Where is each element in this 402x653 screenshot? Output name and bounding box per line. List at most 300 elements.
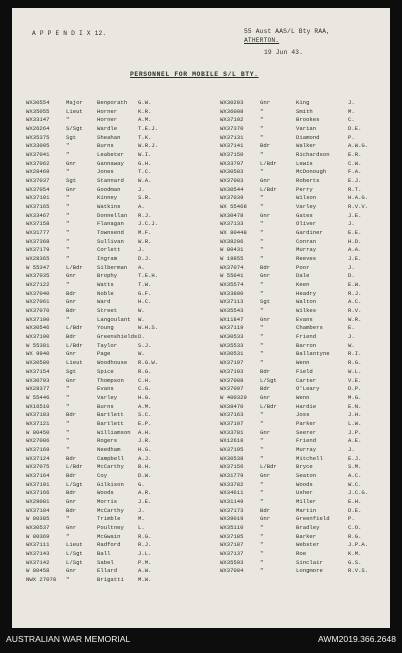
- initials: T.W.: [138, 281, 152, 289]
- surname: Ballantyne: [296, 350, 330, 358]
- rank: L/Bdr: [66, 263, 83, 271]
- initials: T.K.: [138, 133, 152, 141]
- surname: Goodman: [97, 185, 121, 193]
- surname: Radford: [97, 541, 121, 549]
- surname: Gates: [296, 211, 313, 219]
- surname: Kinney: [97, 194, 118, 202]
- service-number: WX31777: [26, 229, 50, 237]
- surname: Morris: [97, 497, 118, 505]
- rank: Gnr: [260, 177, 271, 185]
- rank: Gnr: [260, 471, 271, 479]
- service-number: W 19855: [220, 255, 244, 263]
- service-number: WX33147: [26, 116, 50, 124]
- rank: Sgt: [66, 133, 77, 141]
- initials: J.E.: [348, 255, 362, 263]
- rank: ": [260, 116, 264, 124]
- initials: A.W.G.: [348, 142, 369, 150]
- rank: ": [260, 558, 264, 566]
- service-number: WX37040: [26, 289, 50, 297]
- surname: Noble: [97, 289, 114, 297]
- initials: M.: [138, 515, 145, 523]
- rank: Gnr: [260, 515, 271, 523]
- initials: A.R.: [138, 489, 152, 497]
- service-number: WX35543: [220, 307, 244, 315]
- initials: R.J.: [348, 289, 362, 297]
- surname: Burns: [97, 142, 114, 150]
- service-number: WX37103: [220, 367, 244, 375]
- initials: W.A.: [138, 177, 152, 185]
- service-number: WX35055: [26, 107, 50, 115]
- surname: Field: [296, 367, 313, 375]
- service-number: WX37154: [26, 367, 50, 375]
- service-number: WX37166: [26, 489, 50, 497]
- rank: ": [66, 211, 70, 219]
- rank: L/Bdr: [66, 463, 83, 471]
- service-number: WX37100: [26, 315, 50, 323]
- surname: Longmore: [296, 567, 323, 575]
- service-number: WX37163: [220, 411, 244, 419]
- service-number: WX27061: [26, 298, 50, 306]
- unit-name: 55 Aust AAS/L Bty RAA,: [244, 28, 331, 35]
- service-number: WX37104: [26, 506, 50, 514]
- initials: J.: [348, 263, 355, 271]
- surname: Horner: [97, 116, 118, 124]
- rank: L/Bdr: [260, 159, 277, 167]
- surname: Coy: [97, 471, 108, 479]
- surname: Needham: [97, 445, 121, 453]
- initials: R.G.: [348, 532, 362, 540]
- service-number: WX37039: [220, 194, 244, 202]
- rank: ": [66, 281, 70, 289]
- rank: ": [260, 411, 264, 419]
- surname: Miller: [296, 497, 317, 505]
- rank: ": [260, 237, 264, 245]
- service-number: WX37101: [26, 194, 50, 202]
- initials: W.: [138, 307, 145, 315]
- rank: ": [66, 419, 70, 427]
- surname: Keen: [296, 281, 310, 289]
- service-number: WX33005: [26, 142, 50, 150]
- initials: G.S.: [348, 558, 362, 566]
- initials: A.A.: [348, 246, 362, 254]
- service-number: WX37187: [220, 541, 244, 549]
- service-number: W 55041: [220, 272, 244, 280]
- service-number: WX16510: [26, 402, 50, 410]
- rank: ": [66, 151, 70, 159]
- unit-location: ATHERTON.: [244, 37, 280, 44]
- surname: Barron: [296, 341, 317, 349]
- service-number: WX37097: [220, 385, 244, 393]
- service-number: WX37190: [26, 333, 50, 341]
- rank: ": [66, 532, 70, 540]
- surname: Donnellan: [97, 211, 128, 219]
- surname: Chambers: [296, 324, 323, 332]
- surname: Roberts: [296, 177, 320, 185]
- document-title: PERSONNEL FOR MOBILE S/L BTY.: [130, 71, 259, 78]
- surname: Carter: [296, 376, 317, 384]
- rank: Gnr: [260, 315, 271, 323]
- service-number: WX30583: [220, 168, 244, 176]
- service-number: WX37131: [220, 133, 244, 141]
- rank: ": [66, 203, 70, 211]
- surname: Varley: [296, 203, 317, 211]
- rank: ": [260, 281, 264, 289]
- initials: F.A.: [348, 168, 362, 176]
- rank: L/Sgt: [66, 480, 83, 488]
- initials: P.: [348, 133, 355, 141]
- rank: ": [66, 220, 70, 228]
- initials: S.M.: [348, 463, 362, 471]
- service-number: WX30478: [220, 211, 244, 219]
- rank: ": [260, 246, 264, 254]
- service-number: WX33782: [220, 480, 244, 488]
- initials: J.R.: [138, 437, 152, 445]
- service-number: WX37185: [220, 532, 244, 540]
- service-number: WX37156: [220, 463, 244, 471]
- initials: C.G.: [138, 385, 152, 393]
- surname: Spice: [97, 367, 114, 375]
- service-number: WX30538: [220, 454, 244, 462]
- rank: Bdr: [66, 333, 77, 341]
- surname: Friend: [296, 437, 317, 445]
- initials: W.: [348, 341, 355, 349]
- service-number: WX28365: [26, 255, 50, 263]
- rank: ": [260, 419, 264, 427]
- surname: Roe: [296, 549, 307, 557]
- initials: J.H.: [348, 411, 362, 419]
- service-number: W 80369: [26, 532, 50, 540]
- surname: Watts: [97, 281, 114, 289]
- rank: S/Sgt: [66, 125, 83, 133]
- surname: Stannard: [97, 177, 124, 185]
- service-number: WX33781: [220, 428, 244, 436]
- service-number: WX37062: [26, 159, 50, 167]
- surname: Young: [97, 324, 114, 332]
- initials: C.W.: [348, 159, 362, 167]
- surname: Brookes: [296, 116, 320, 124]
- service-number: WX37133: [220, 220, 244, 228]
- service-number: WX37143: [26, 549, 50, 557]
- rank: ": [260, 324, 264, 332]
- surname: Sheahan: [97, 133, 121, 141]
- initials: A.C.: [348, 471, 362, 479]
- initials: D.: [138, 333, 145, 341]
- surname: Oliver: [296, 220, 317, 228]
- initials: W.I.: [138, 151, 152, 159]
- surname: Wenn: [296, 393, 310, 401]
- service-number: WX37111: [26, 541, 50, 549]
- rank: Gnr: [66, 272, 77, 280]
- surname: Murray: [296, 246, 317, 254]
- initials: R.I.: [348, 350, 362, 358]
- initials: S.R.: [138, 194, 152, 202]
- surname: King: [296, 99, 310, 106]
- rank: Bdr: [260, 263, 271, 271]
- rank: ": [260, 151, 264, 159]
- surname: Usher: [296, 489, 313, 497]
- initials: R.G.: [138, 532, 152, 540]
- initials: J.: [138, 246, 145, 254]
- initials: E.J.: [348, 177, 362, 185]
- service-number: WX38470: [220, 402, 244, 410]
- rank: Gnr: [66, 298, 77, 306]
- initials: D.P.: [348, 385, 362, 393]
- initials: E.E.: [348, 229, 362, 237]
- surname: Rogers: [97, 437, 118, 445]
- rank: ": [260, 445, 264, 453]
- rank: Gnr: [66, 185, 77, 193]
- surname: Headry: [296, 289, 317, 297]
- initials: R.T.: [348, 185, 362, 193]
- service-number: WX37113: [220, 298, 244, 306]
- surname: Campbell: [97, 454, 124, 462]
- rank: Bdr: [66, 489, 77, 497]
- initials: R.G.: [348, 359, 362, 367]
- initials: C.: [348, 116, 355, 124]
- service-number: W 80431: [220, 246, 244, 254]
- service-number: WX37084: [220, 567, 244, 575]
- record-id: AWM2019.366.2648: [317, 634, 396, 644]
- surname: Martin: [296, 506, 317, 514]
- surname: Gardiner: [296, 229, 323, 237]
- initials: D.E.: [348, 506, 362, 514]
- surname: Sinclair: [296, 558, 323, 566]
- service-number: WX12618: [220, 437, 244, 445]
- initials: T.C.: [138, 168, 152, 176]
- rank: ": [260, 523, 264, 531]
- rank: ": [66, 515, 70, 523]
- surname: McGwain: [97, 532, 121, 540]
- initials: M.W.: [138, 575, 152, 583]
- service-number: NWX 27078: [26, 575, 57, 583]
- rank: ": [260, 333, 264, 341]
- service-number: WX37041: [26, 151, 50, 159]
- service-number: WX37164: [26, 471, 50, 479]
- document-date: 19 Jun 43.: [264, 49, 304, 56]
- surname: Street: [97, 307, 118, 315]
- service-number: WX35533: [220, 341, 244, 349]
- rank: ": [260, 125, 264, 133]
- surname: Gannaway: [97, 159, 124, 167]
- surname: Brigatti: [97, 575, 124, 583]
- service-number: WX28469: [26, 168, 50, 176]
- rank: L/Bdr: [260, 185, 277, 193]
- rank: L/Sgt: [66, 549, 83, 557]
- service-number: WX 55468: [220, 203, 247, 211]
- surname: Varley: [97, 393, 118, 401]
- initials: E.W.: [348, 281, 362, 289]
- surname: Page: [97, 350, 111, 358]
- surname: Benporath: [97, 99, 128, 106]
- service-number: W 55347: [26, 263, 50, 271]
- service-number: W 55381: [26, 341, 50, 349]
- rank: Bdr: [66, 506, 77, 514]
- surname: Richardson: [296, 151, 330, 159]
- initials: W.L.: [348, 367, 362, 375]
- initials: J.E.: [138, 497, 152, 505]
- surname: Ball: [97, 549, 111, 557]
- surname: Brophy: [97, 272, 118, 280]
- surname: Ellard: [97, 567, 118, 575]
- rank: ": [260, 194, 264, 202]
- initials: J.P.A.: [348, 541, 369, 549]
- rank: Bdr: [66, 289, 77, 297]
- rank: ": [260, 168, 264, 176]
- service-number: WX37191: [26, 480, 50, 488]
- rank: ": [66, 168, 70, 176]
- service-number: WX34611: [220, 489, 244, 497]
- initials: W.R.J.: [138, 142, 159, 150]
- surname: Hardie: [296, 402, 317, 410]
- rank: Sgt: [260, 298, 271, 306]
- service-number: WX28377: [26, 385, 50, 393]
- initials: T.E.H.: [138, 272, 159, 280]
- rank: ": [66, 237, 70, 245]
- rank: ": [66, 428, 70, 436]
- rank: L/Sgt: [260, 376, 277, 384]
- surname: Williamson: [97, 428, 131, 436]
- initials: J.: [138, 185, 145, 193]
- service-number: WX37037: [26, 177, 50, 185]
- initials: G.: [138, 480, 145, 488]
- rank: ": [260, 532, 264, 540]
- rank: Gnr: [66, 376, 77, 384]
- surname: Lewis: [296, 159, 313, 167]
- surname: Evans: [97, 385, 114, 393]
- service-number: WX37107: [220, 419, 244, 427]
- service-number: WX35574: [220, 281, 244, 289]
- service-number: WX37119: [220, 324, 244, 332]
- rank: ": [260, 307, 264, 315]
- service-number: WX30554: [26, 99, 50, 106]
- rank: L/Sgt: [66, 558, 83, 566]
- surname: Murray: [296, 445, 317, 453]
- initials: W.: [138, 350, 145, 358]
- surname: Sullivan: [97, 237, 124, 245]
- service-number: WX27122: [26, 281, 50, 289]
- initials: G.H.: [138, 159, 152, 167]
- service-number: WX37370: [220, 125, 244, 133]
- rank: Bdr: [260, 385, 271, 393]
- initials: E.J.: [348, 454, 362, 462]
- surname: Wenn: [296, 359, 310, 367]
- service-number: WX37179: [26, 246, 50, 254]
- initials: D.W.: [138, 471, 152, 479]
- initials: E.H.: [348, 497, 362, 505]
- rank: ": [260, 289, 264, 297]
- initials: A.W.: [138, 567, 152, 575]
- rank: ": [260, 454, 264, 462]
- initials: A.C.: [348, 298, 362, 306]
- service-number: W 400329: [220, 393, 247, 401]
- initials: R.V.: [348, 307, 362, 315]
- surname: Bartlett: [97, 419, 124, 427]
- surname: Woods: [296, 480, 313, 488]
- initials: D.E.: [348, 125, 362, 133]
- rank: Gnr: [260, 99, 271, 106]
- initials: E.: [348, 324, 355, 332]
- rank: ": [260, 350, 264, 358]
- surname: Flanagan: [97, 220, 124, 228]
- initials: K.M.: [348, 549, 362, 557]
- surname: McDonough: [296, 168, 327, 176]
- service-number: WX37141: [220, 142, 244, 150]
- service-number: WX30537: [26, 523, 50, 531]
- initials: S.C.: [138, 411, 152, 419]
- footer-bar: [0, 628, 402, 653]
- initials: J.C.G.: [348, 489, 369, 497]
- initials: E.P.: [138, 419, 152, 427]
- surname: Seerer: [296, 428, 317, 436]
- initials: T.E.J.: [138, 125, 159, 133]
- initials: W.: [138, 315, 145, 323]
- service-number: WX37102: [220, 116, 244, 124]
- service-number: WX30546: [26, 324, 50, 332]
- initials: A.: [138, 203, 145, 211]
- service-number: WX37083: [220, 177, 244, 185]
- rank: Gnr: [260, 428, 271, 436]
- rank: L/Bdr: [66, 324, 83, 332]
- surname: Seaton: [296, 471, 317, 479]
- rank: Bdr: [66, 454, 77, 462]
- rank: ": [66, 246, 70, 254]
- rank: ": [66, 402, 70, 410]
- surname: Parker: [296, 419, 317, 427]
- service-number: WX39019: [220, 515, 244, 523]
- initials: W.R.: [138, 237, 152, 245]
- service-number: WX37137: [220, 549, 244, 557]
- surname: Joss: [296, 411, 310, 419]
- rank: Sgt: [66, 177, 77, 185]
- rank: Gnr: [66, 497, 77, 505]
- surname: Woods: [97, 489, 114, 497]
- surname: Bartlett: [97, 411, 124, 419]
- rank: Sgt: [66, 367, 77, 375]
- initials: E.R.: [348, 151, 362, 159]
- service-number: WX37158: [26, 220, 50, 228]
- rank: Lieut: [66, 541, 83, 549]
- initials: A.H.: [138, 428, 152, 436]
- service-number: WX37074: [220, 263, 244, 271]
- rank: ": [260, 497, 264, 505]
- initials: B.H.: [138, 463, 152, 471]
- initials: H.G.: [138, 393, 152, 401]
- initials: J.P.: [348, 428, 362, 436]
- service-number: WX37088: [220, 376, 244, 384]
- surname: Horner: [97, 107, 118, 115]
- surname: Webster: [296, 541, 320, 549]
- rank: ": [260, 549, 264, 557]
- service-number: WX37035: [26, 272, 50, 280]
- initials: D.: [348, 272, 355, 280]
- surname: Evans: [296, 315, 313, 323]
- initials: G.F.: [138, 289, 152, 297]
- initials: H.D.: [348, 237, 362, 245]
- surname: Trimble: [97, 515, 121, 523]
- initials: C.O.: [348, 523, 362, 531]
- initials: V.E.: [348, 376, 362, 384]
- rank: ": [260, 107, 264, 115]
- rank: ": [66, 575, 70, 583]
- initials: J.: [348, 445, 355, 453]
- surname: Leabeter: [97, 151, 124, 159]
- service-number: WX30203: [220, 99, 244, 106]
- rank: Gnr: [66, 567, 77, 575]
- service-number: WX30793: [26, 376, 50, 384]
- surname: Greenfield: [296, 515, 330, 523]
- service-number: WX35110: [220, 523, 244, 531]
- surname: Reeves: [296, 255, 317, 263]
